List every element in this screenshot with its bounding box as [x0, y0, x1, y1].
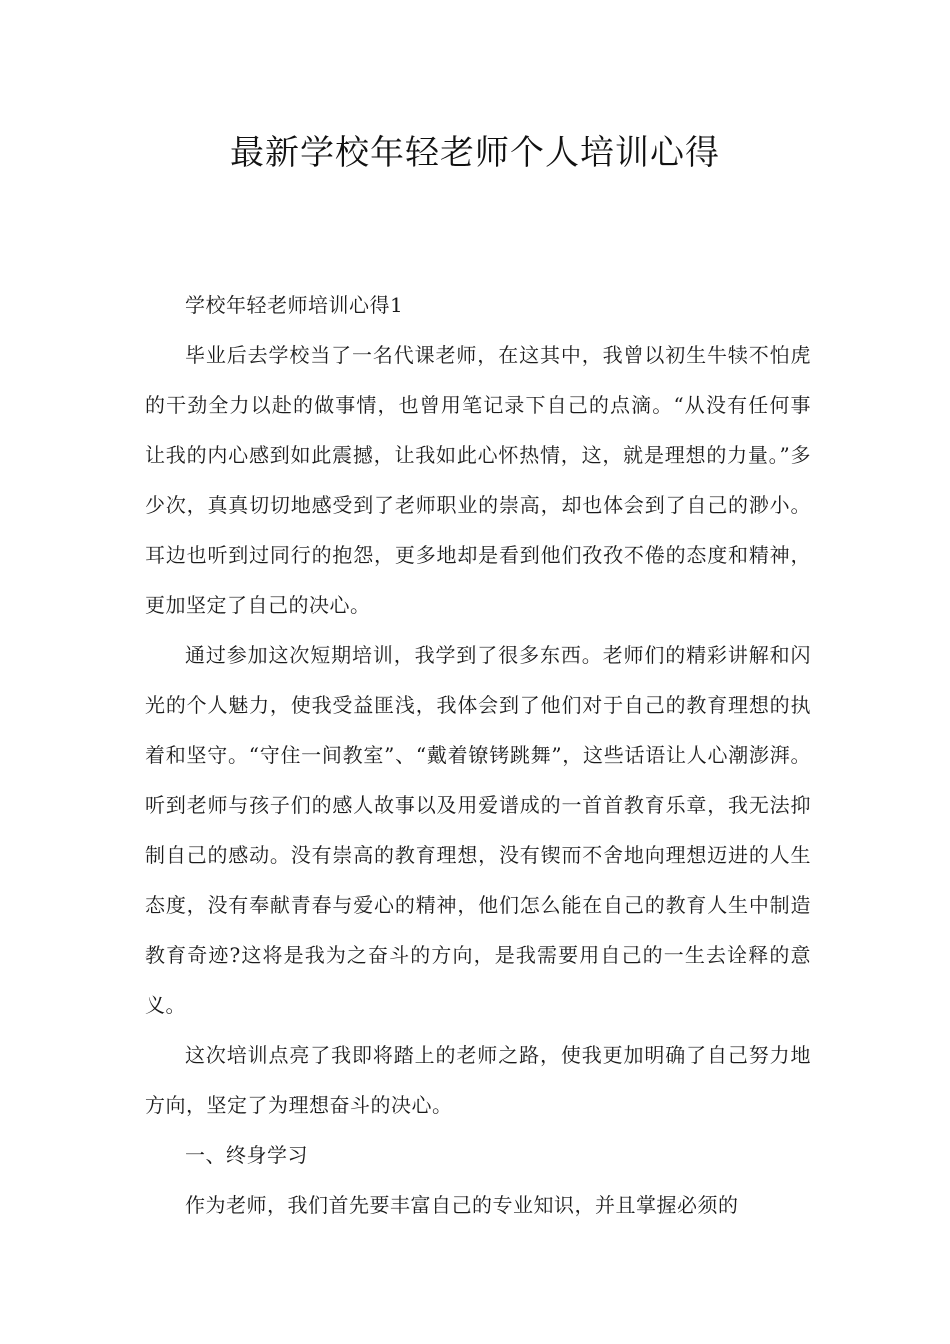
- paragraph: 这次培训点亮了我即将踏上的老师之路，使我更加明确了自己努力地方向，坚定了为理想奋斗的决心。: [145, 1043, 811, 1117]
- paragraph: 毕业后去学校当了一名代课老师，在这其中，我曾以初生牛犊不怕虎的干劲全力以赴的做事情，也曾用笔记录下自己的点滴。“从没有任何事让我的内心感到如此震撼，让我如此心怀热情，这，就是理想的力量。”多少次，真真切切地感受到了老师职业的崇高，却也体会到了自己的渺小。耳边也听到过同行的抱怨，更多地却是看到他们孜孜不倦的态度和精神，更加坚定了自己的决心。: [145, 343, 811, 617]
- paragraph: 通过参加这次短期培训，我学到了很多东西。老师们的精彩讲解和闪光的个人魅力，使我受益匪浅，我体会到了他们对于自己的教育理想的执着和坚守。“守住一间教室”、“戴着镣铐跳舞”，这些话语让人心潮澎湃。听到老师与孩子们的感人故事以及用爱谱成的一首首教育乐章，我无法抑制自己的感动。没有崇高的教育理想，没有锲而不舍地向理想迈进的人生态度，没有奉献青春与爱心的精神，他们怎么能在自己的教育人生中制造教育奇迹?这将是我为之奋斗的方向，是我需要用自己的一生去诠释的意义。: [145, 643, 811, 1017]
- document-body: [145, 280, 811, 1230]
- document-title: 最新学校年轻老师个人培训心得: [230, 133, 720, 173]
- section-heading: 学校年轻老师培训心得1: [185, 293, 404, 317]
- section-heading: 一、终身学习: [185, 1143, 308, 1167]
- paragraph: 作为老师，我们首先要丰富自己的专业知识，并且掌握必须的: [185, 1193, 739, 1217]
